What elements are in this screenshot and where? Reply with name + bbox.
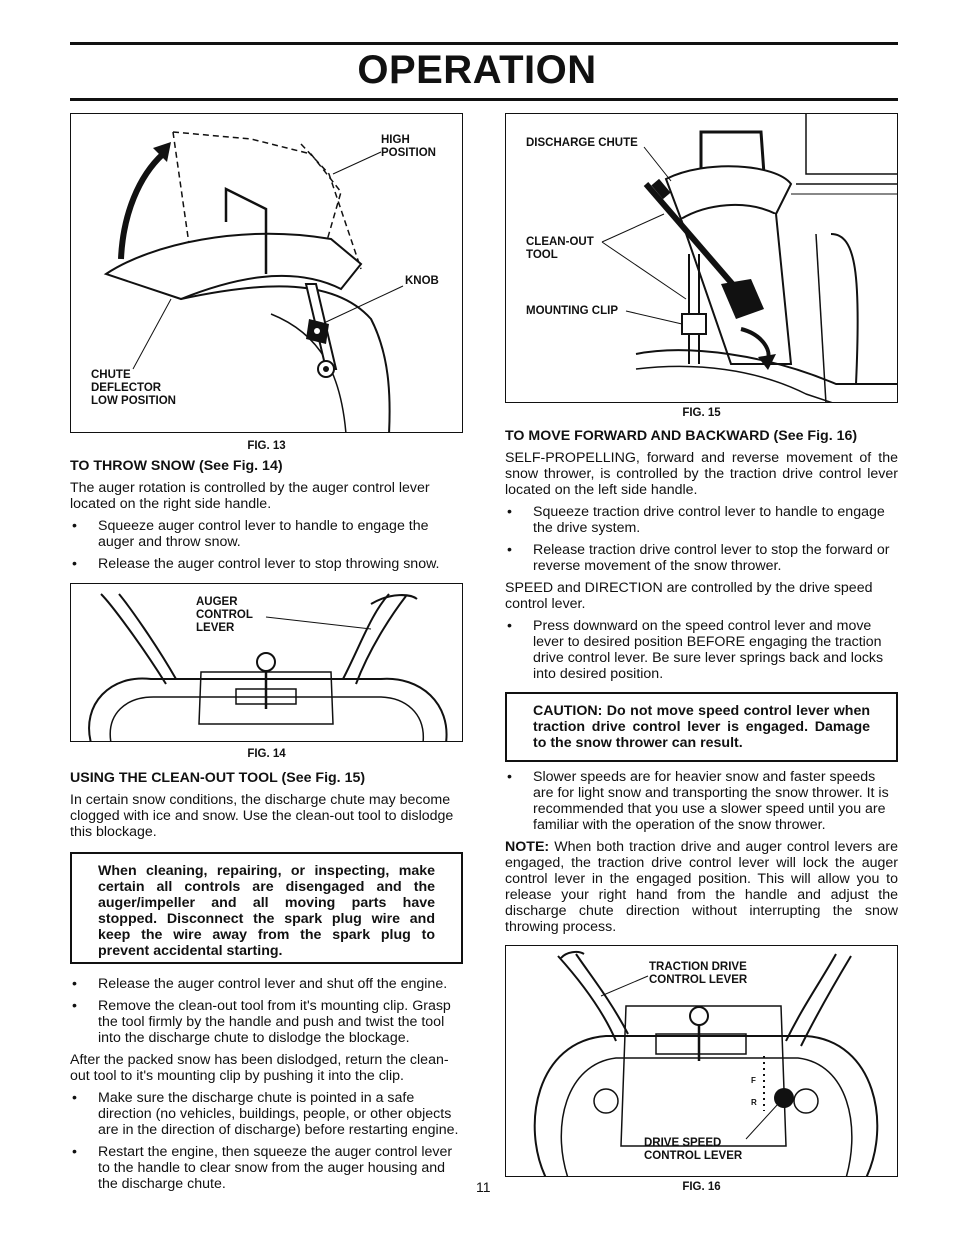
fig15-label-mounting-clip: MOUNTING CLIP	[526, 305, 618, 317]
fig13-illustration	[70, 113, 463, 433]
list-item: • Squeeze traction drive control lever to handle to engage the drive system.	[505, 504, 898, 536]
fig13-label-chute-deflector: CHUTE DEFLECTOR LOW POSITION	[91, 369, 176, 407]
cleanout-section	[70, 770, 463, 840]
cleanout-intro: In certain snow conditions, the discharge chute may become clogged with ice and snow. Use the clean-out tool to dislodge this blockage.	[70, 792, 454, 840]
throw-snow-section	[70, 458, 463, 572]
list-item: • Restart the engine, then squeeze the auger control lever to the handle to clear snow from the auger housing and the discharge chute.	[70, 1144, 463, 1192]
fig16-mark-forward: F	[751, 1076, 756, 1085]
page-number: 11	[476, 1179, 491, 1195]
list-item: • Remove the clean-out tool from it's mounting clip. Grasp the tool firmly by the handle and push and twist the tool into the discharge chute to dislodge the blockage.	[70, 998, 463, 1046]
throw-snow-bullets	[70, 518, 463, 572]
list-item: • Slower speeds are for heavier snow and faster speeds are for light snow and transporting the snow thrower. It is recommended that you use a slower speed until you are familiar with the operation of the snow thrower.	[505, 769, 898, 833]
fig13-label-knob: KNOB	[405, 275, 439, 287]
list-item: • Squeeze auger control lever to handle to engage the auger and throw snow.	[70, 518, 463, 550]
cleanout-heading: USING THE CLEAN-OUT TOOL (See Fig. 15)	[70, 770, 366, 786]
forward-intro: SELF-PROPELLING, forward and reverse movement of the snow thrower, is controlled by the traction drive control lever located on the left side handle.	[505, 450, 898, 498]
throw-snow-heading: TO THROW SNOW (See Fig. 14)	[70, 458, 283, 474]
cleanout-bullets-a	[70, 976, 463, 1046]
forward-bullets-b	[505, 618, 898, 682]
fig14-illustration	[70, 583, 463, 742]
fig16-mark-reverse: R	[751, 1098, 757, 1107]
title-underline	[70, 98, 898, 101]
speed-notes	[505, 769, 898, 935]
fig15-label-cleanout-tool: CLEAN-OUT TOOL	[526, 236, 594, 261]
fig14-caption: FIG. 14	[247, 748, 286, 760]
list-item: • Make sure the discharge chute is pointed in a safe direction (no vehicles, buildings, people, or other objects are in the direction of discharge) before restarting engine.	[70, 1090, 463, 1138]
note-paragraph	[505, 839, 898, 935]
fig16-caption: FIG. 16	[682, 1181, 721, 1193]
caution-text: CAUTION: Do not move speed control lever when traction drive control lever is engaged. Damage to the snow thrower can result.	[533, 703, 870, 751]
forward-bullets-c	[505, 769, 898, 833]
cleanout-after: After the packed snow has been dislodged, return the clean-out tool to it's mounting clip by pushing it into the clip.	[70, 1052, 449, 1084]
page-title: OPERATION	[357, 48, 597, 92]
fig15-caption: FIG. 15	[682, 407, 721, 419]
top-rule	[70, 42, 898, 45]
fig16-label-drive-speed: DRIVE SPEED CONTROL LEVER	[644, 1137, 743, 1162]
fig15-illustration	[505, 113, 898, 403]
warning-box	[70, 852, 463, 964]
list-item: • Press downward on the speed control lever and move lever to desired position BEFORE engaging the traction drive control lever. Be sure lever springs back and locks into desired position.	[505, 618, 898, 682]
list-item: • Release the auger control lever and shut off the engine.	[70, 976, 463, 992]
fig16-label-traction-drive: TRACTION DRIVE CONTROL LEVER	[649, 961, 748, 986]
list-item: • Release traction drive control lever to stop the forward or reverse movement of the snow thrower.	[505, 542, 898, 574]
warning-text: When cleaning, repairing, or inspecting, make certain all controls are disengaged and the auger/impeller and all moving parts have stopped. Disconnect the spark plug wire and keep the wire away from the spark plug to prevent accidental starting.	[98, 863, 435, 959]
fig13-caption: FIG. 13	[247, 440, 286, 452]
note-label: NOTE:	[505, 839, 550, 855]
forward-heading: TO MOVE FORWARD AND BACKWARD (See Fig. 16)	[505, 428, 858, 444]
cleanout-bullets-b	[70, 1090, 463, 1192]
speed-intro: SPEED and DIRECTION are controlled by the drive speed control lever.	[505, 580, 873, 612]
list-item: • Release the auger control lever to stop throwing snow.	[70, 556, 463, 572]
cleanout-steps	[70, 976, 463, 1192]
forward-bullets-a	[505, 504, 898, 574]
fig13-label-high-position: HIGH POSITION	[381, 134, 436, 159]
fig16-illustration	[505, 945, 898, 1177]
fig14-label-auger-control-lever: AUGER CONTROL LEVER	[196, 596, 253, 634]
caution-box	[505, 692, 898, 762]
fig15-label-discharge-chute: DISCHARGE CHUTE	[526, 137, 638, 149]
throw-snow-intro: The auger rotation is controlled by the auger control lever located on the right side handle.	[70, 480, 430, 512]
auger-lever-drawing	[71, 584, 463, 742]
forward-section	[505, 428, 898, 682]
note-text: When both traction drive and auger control levers are engaged, the traction drive control lever will lock the auger control lever in the engaged position. This will allow you to release your right hand from the handle and adjust the discharge chute direction without interrupting the snow throwing process.	[505, 839, 898, 935]
